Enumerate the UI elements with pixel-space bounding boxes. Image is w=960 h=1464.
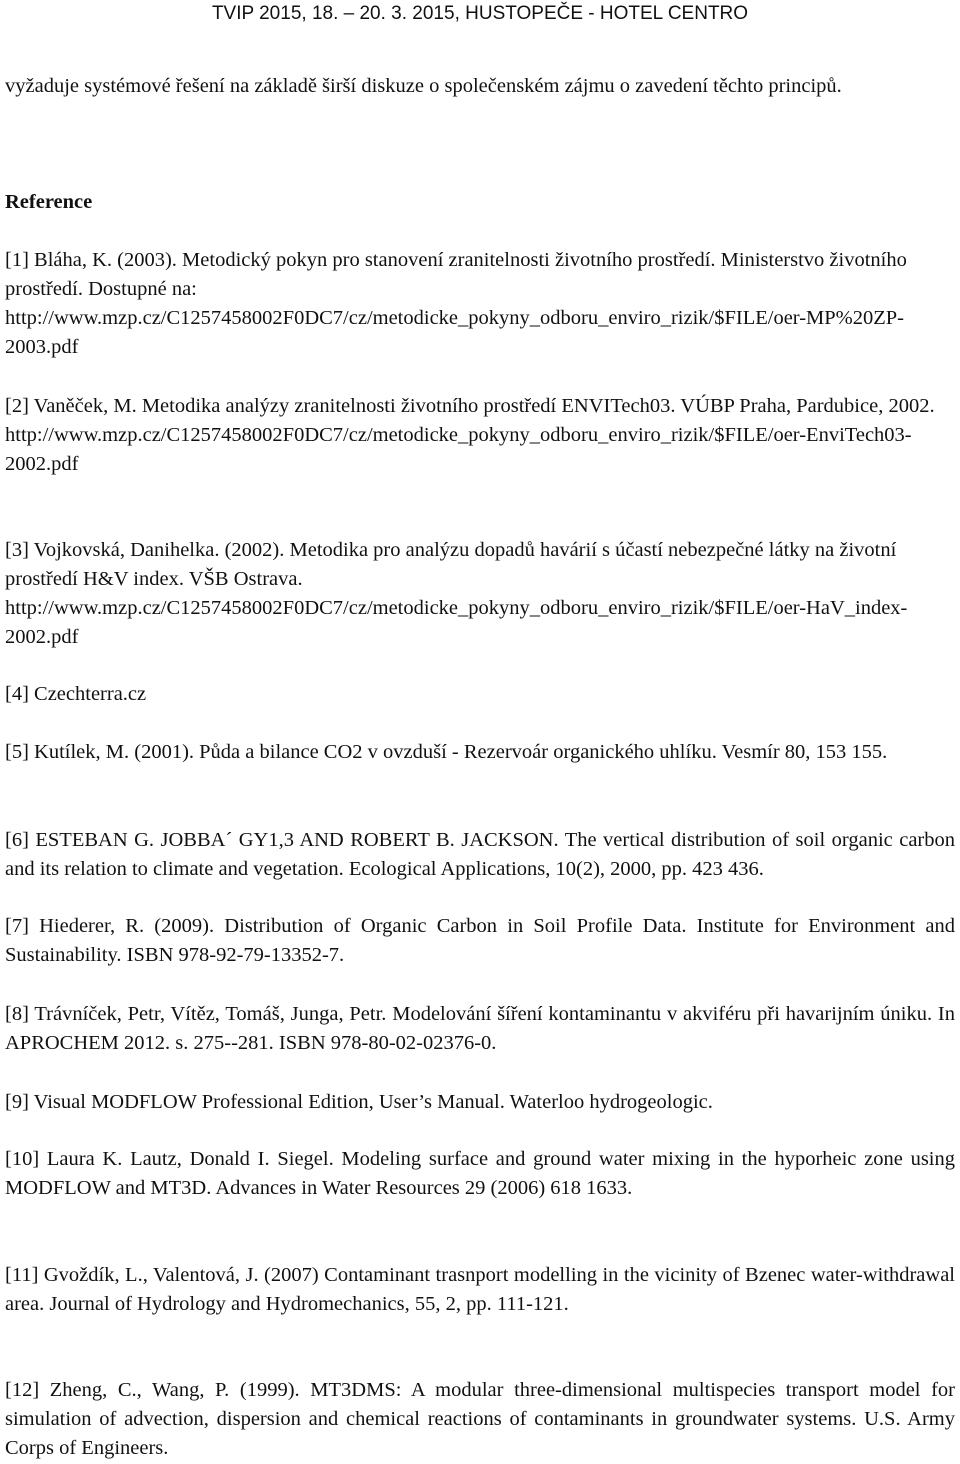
reference-item: [12] Zheng, C., Wang, P. (1999). MT3DMS: A modular three-dimensional multispecies transport model for simulation of advection, dispersion and chemical reactions of contaminants in groundwater systems. U.S. Army Corps of Engineers. [5,1379,955,1459]
reference-item: [9] Visual MODFLOW Professional Edition, User’s Manual. Waterloo hydrogeologic. [5,1091,713,1113]
reference-item: [8] Trávníček, Petr, Vítěz, Tomáš, Junga, Petr. Modelování šíření kontaminantu v akviféru při havarijním úniku. In APROCHEM 2012. s. 275--281. ISBN 978-80-02-02376-0. [5,1003,955,1054]
reference-item: [11] Gvoždík, L., Valentová, J. (2007) Contaminant trasnport modelling in the vicinity of Bzenec water-withdrawal area. Journal of Hydrology and Hydromechanics, 55, 2, pp. 111-121. [5,1264,955,1315]
reference-item: [6] ESTEBAN G. JOBBA´ GY1,3 AND ROBERT B. JACKSON. The vertical distribution of soil organic carbon and its relation to climate and vegetation. Ecological Applications, 10(2), 2000, pp. 423 436. [5,829,955,880]
page-header: TVIP 2015, 18. – 20. 3. 2015, HUSTOPEČE - HOTEL CENTRO [211,3,749,24]
reference-item: [10] Laura K. Lautz, Donald I. Siegel. Modeling surface and ground water mixing in the hyporheic zone using MODFLOW and MT3D. Advances in Water Resources 29 (2006) 618 1633. [5,1148,955,1199]
reference-item: [2] Vaněček, M. Metodika analýzy zranitelnosti životního prostředí ENVITech03. VÚBP Praha, Pardubice, 2002. http://www.mzp.cz/C1257458002F0DC7/cz/metodicke_pokyny_odboru_enviro_rizik/$FILE/oer-EnviTech03-2002.pdf [5,395,935,475]
reference-item: [1] Bláha, K. (2003). Metodický pokyn pro stanovení zranitelnosti životního prostředí. Ministerstvo životního prostředí. Dostupné na: http://www.mzp.cz/C1257458002F0DC7/cz/metodicke_pokyny_odboru_enviro_rizik/$FILE/oer-MP%20ZP-2003.pdf [5,249,907,358]
reference-item: [4] Czechterra.cz [5,683,147,705]
references-heading: Reference [5,191,93,213]
reference-item: [3] Vojkovská, Danihelka. (2002). Metodika pro analýzu dopadů havárií s účastí nebezpečné látky na životní prostředí H&V index. VŠB Ostrava. http://www.mzp.cz/C1257458002F0DC7/cz/metodicke_pokyny_odboru_enviro_rizik/$FILE/oer-HaV_index-2002.pdf [5,539,908,648]
reference-item: [7] Hiederer, R. (2009). Distribution of Organic Carbon in Soil Profile Data. Institute for Environment and Sustainability. ISBN 978-92-79-13352-7. [5,915,955,966]
reference-item: [5] Kutílek, M. (2001). Půda a bilance CO2 v ovzduší - Rezervoár organického uhlíku. Vesmír 80, 153 155. [5,741,888,763]
intro-paragraph: vyžaduje systémové řešení na základě širší diskuze o společenském zájmu o zavedení těchto principů. [5,75,842,97]
